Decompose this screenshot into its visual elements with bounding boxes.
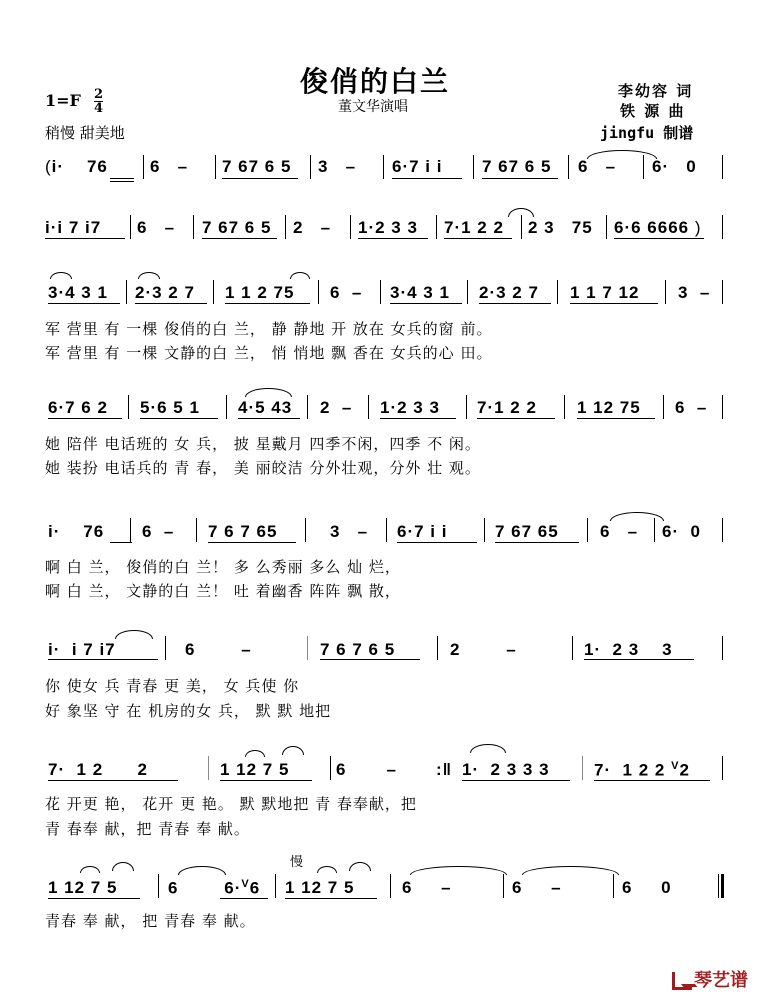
- notation-system-7: 7· 1 2 2: [48, 760, 148, 779]
- barline: [318, 280, 319, 304]
- notation-system-3: 3·4 3 1: [48, 283, 108, 302]
- lyric-line-1: 她 陪伴 电话班的 女 兵， 披 星戴月 四季不闲，四季 不 闲。: [45, 435, 481, 453]
- lyric-line-1: 军 营里 有 一棵 俊俏的白 兰， 静 静地 开 放在 女兵的窗 前。: [45, 320, 493, 338]
- barline: [654, 518, 655, 542]
- lyric-line-1: 你 使女 兵 青春 更 美， 女 兵使 你: [45, 677, 300, 695]
- barline: [350, 215, 351, 239]
- barline: [587, 518, 588, 542]
- barline: [484, 518, 485, 542]
- barline: [665, 280, 666, 304]
- key-label: 1=F: [45, 91, 81, 110]
- lyric-line-1: 青春 奉 献， 把 青春 奉 献。: [45, 912, 256, 930]
- lyricist-credit: 李幼容 词: [618, 82, 694, 100]
- barline: [390, 874, 391, 898]
- barline: [386, 518, 387, 542]
- barline: [128, 395, 129, 419]
- barline: [643, 155, 644, 179]
- tie-arc: [587, 150, 657, 159]
- barline: [143, 155, 144, 179]
- barline: [305, 518, 306, 542]
- barline: [437, 636, 438, 660]
- notation-system-8: 1 12 7 5: [48, 878, 118, 897]
- singer-credit: 董文华演唱: [338, 99, 408, 115]
- barline: [722, 518, 723, 542]
- tempo-annotation-slow: 慢: [290, 855, 304, 870]
- barline: [130, 215, 131, 239]
- notation-system-4: 6·7 6 2: [48, 398, 108, 417]
- lyric-line-2: 军 营里 有 一棵 文静的白 兰， 悄 悄地 飘 香在 女兵的心 田。: [45, 344, 493, 362]
- barline: [307, 636, 308, 660]
- barline: [722, 395, 723, 419]
- lyric-line-1: 花 开更 艳， 花开 更 艳。 默 默地把 青 春奉献，把: [45, 795, 417, 813]
- lyric-line-2: 青 春奉 献，把 青春 奉 献。: [45, 820, 250, 838]
- barline: [503, 874, 504, 898]
- barline: [557, 280, 558, 304]
- barline: [582, 756, 583, 780]
- key-signature: [45, 88, 103, 115]
- notation-system-1: (i· 76: [45, 157, 108, 176]
- notation-system-5: i· 76: [48, 522, 105, 541]
- barline: [722, 756, 723, 780]
- barline: [521, 215, 522, 239]
- barline: [275, 874, 276, 898]
- barline: [368, 395, 369, 419]
- barline: [722, 280, 723, 304]
- barline: [226, 395, 227, 419]
- barline: [130, 518, 131, 542]
- lyric-line-1: 啊 白 兰， 俊俏的白 兰！ 多 么秀丽 多么 灿 烂，: [45, 558, 401, 576]
- barline: [436, 215, 437, 239]
- barline: [722, 215, 723, 239]
- barline: [564, 395, 565, 419]
- lyric-line-2: 她 装扮 电话兵的 青 春， 美 丽皎洁 分外壮观，分外 壮 观。: [45, 459, 481, 477]
- barline: [307, 395, 308, 419]
- lyric-line-2: 好 象坚 守 在 机房的女 兵， 默 默 地把: [45, 702, 332, 720]
- barline: [613, 874, 614, 898]
- barline: [330, 756, 331, 780]
- time-signature: $\frac{2}{4}$: [94, 87, 104, 116]
- qinyipu-logo: [672, 966, 748, 992]
- barline: [380, 280, 381, 304]
- barline: [208, 756, 209, 780]
- barline: [215, 155, 216, 179]
- barline: [158, 874, 159, 898]
- composer-credit: 铁 源 曲: [620, 102, 686, 120]
- barline: [663, 395, 664, 419]
- barline: [383, 155, 384, 179]
- notation-system-6: i· i 7 i7: [48, 640, 116, 659]
- final-barline-thick: [721, 874, 724, 898]
- barline: [196, 518, 197, 542]
- barline: [473, 155, 474, 179]
- barline: [213, 280, 214, 304]
- barline: [722, 155, 723, 179]
- barline: [466, 395, 467, 419]
- lyric-line-2: 啊 白 兰， 文静的白 兰！ 吐 着幽香 阵阵 飘 散，: [45, 582, 401, 600]
- barline: [722, 636, 723, 660]
- barline: [285, 215, 286, 239]
- repeat-end-sign: :‖: [436, 760, 453, 779]
- barline: [606, 215, 607, 239]
- barline: [126, 280, 127, 304]
- barline: [165, 636, 166, 660]
- tempo-marking: 稍慢 甜美地: [45, 124, 125, 142]
- notation-system-2: i·i 7 i7: [45, 218, 102, 237]
- final-barline-thin: [718, 874, 719, 898]
- barline: [572, 636, 573, 660]
- barline: [467, 280, 468, 304]
- song-title: 俊俏的白兰: [300, 65, 451, 98]
- logo-text: 琴艺谱: [694, 970, 748, 991]
- barline: [568, 155, 569, 179]
- arranger-credit: jingfu 制谱: [600, 124, 694, 142]
- barline: [310, 155, 311, 179]
- barline: [193, 215, 194, 239]
- music-note-logo-icon: [672, 972, 692, 990]
